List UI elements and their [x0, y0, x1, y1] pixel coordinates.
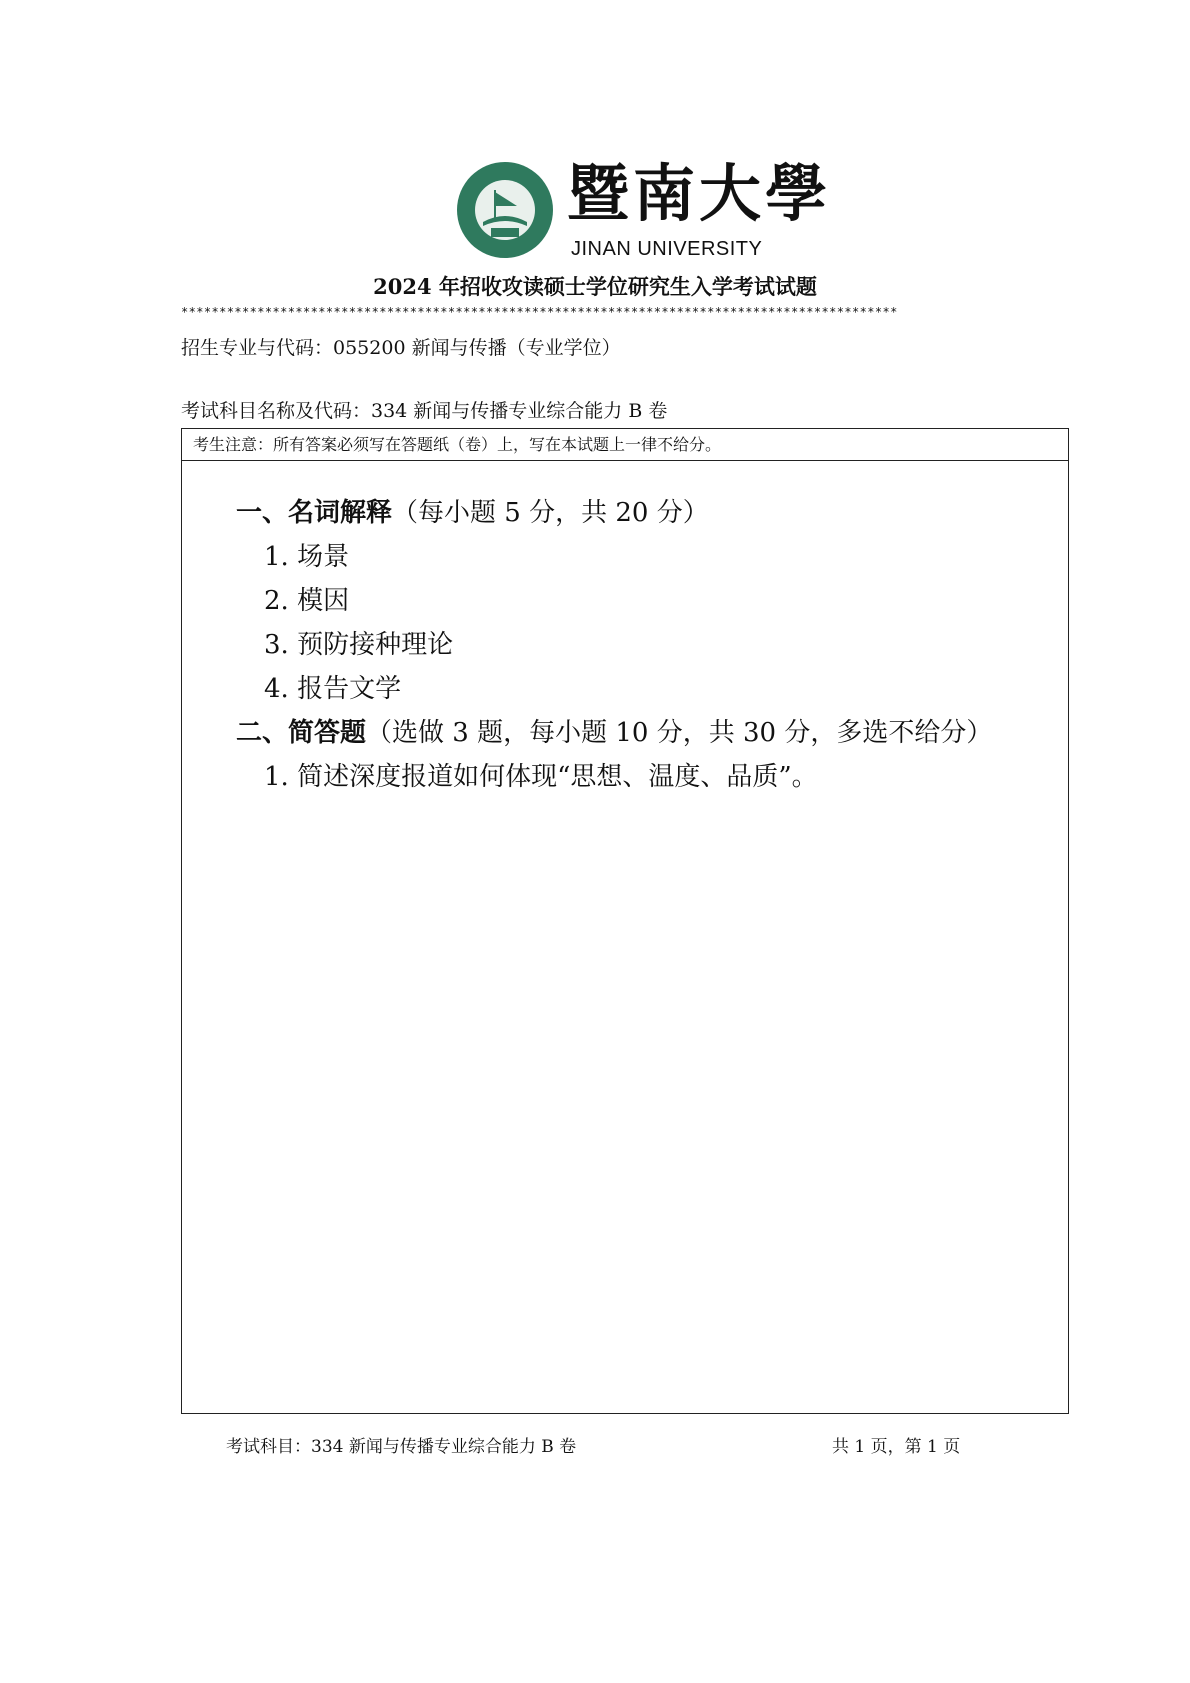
section-note: （每小题 5 分，共 20 分） [392, 498, 709, 528]
subject-code-line: 考试科目名称及代码：334 新闻与传播专业综合能力 B 卷 [181, 400, 668, 422]
question-item: 4. 报告文学 [264, 674, 402, 704]
section-title: 一、名词解释 [236, 498, 393, 528]
footer-page-count: 共 1 页，第 1 页 [832, 1437, 961, 1457]
question-item: 1. 场景 [264, 542, 350, 572]
section-heading [236, 711, 1056, 755]
question-item: 2. 模因 [264, 586, 350, 616]
question-box [181, 428, 1069, 1414]
questions-content [236, 491, 1056, 799]
section-note: （选做 3 题，每小题 10 分，共 30 分，多选不给分） [366, 718, 993, 748]
question-item: 1. 简述深度报道如何体现“思想、温度、品质”。 [264, 762, 818, 792]
footer-subject: 考试科目：334 新闻与传播专业综合能力 B 卷 [226, 1437, 577, 1457]
university-seal-icon [455, 160, 555, 260]
major-code-line: 招生专业与代码：055200 新闻与传播（专业学位） [181, 337, 621, 359]
exam-title: 2024 年招收攻读硕士学位研究生入学考试试题 [373, 274, 817, 299]
university-name-en: JINAN UNIVERSITY [571, 238, 763, 260]
university-name-cn: 暨南大學 [567, 157, 832, 230]
section-title: 二、简答题 [236, 718, 367, 748]
university-logo [455, 156, 832, 262]
section-heading [236, 491, 1056, 535]
star-divider: ********************************************************************************************** [181, 305, 898, 319]
candidate-notice: 考生注意：所有答案必须写在答题纸（卷）上，写在本试题上一律不给分。 [182, 429, 1068, 461]
question-item: 3. 预防接种理论 [264, 630, 454, 660]
